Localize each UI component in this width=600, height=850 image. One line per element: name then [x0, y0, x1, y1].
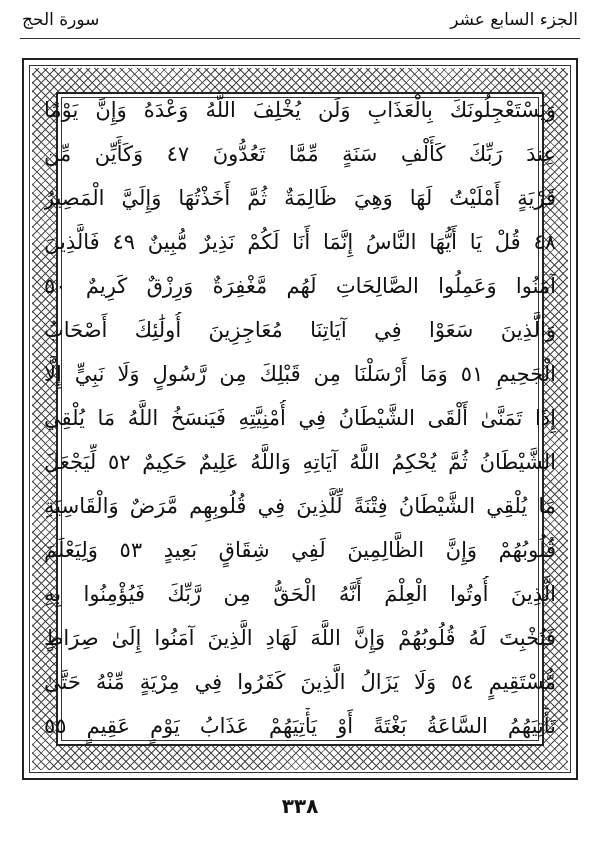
text-line: مُّسْتَقِيمٍ ٥٤ وَلَا يَزَالُ الَّذِينَ كَفَرُوا فِي مِرْيَةٍ مِّنْهُ حَتَّىٰ: [44, 670, 556, 694]
text-line: تَأْتِيَهُمُ السَّاعَةُ بَغْتَةً أَوْ يَأْتِيَهُمْ عَذَابُ يَوْمٍ عَقِيمٍ ٥٥: [44, 714, 556, 738]
text-line: وَيَسْتَعْجِلُونَكَ بِالْعَذَابِ وَلَن يُخْلِفَ اللَّهُ وَعْدَهُ وَإِنَّ يَوْمًا: [44, 98, 556, 122]
header-divider: [20, 38, 580, 39]
text-line: الْجَحِيمِ ٥١ وَمَا أَرْسَلْنَا مِن قَبْلِكَ مِن رَّسُولٍ وَلَا نَبِيٍّ إِلَّا: [44, 362, 556, 386]
text-line: قُلُوبُهُمْ وَإِنَّ الظَّالِمِينَ لَفِي شِقَاقٍ بَعِيدٍ ٥٣ وَلِيَعْلَمَ: [44, 538, 556, 562]
text-line: الشَّيْطَانُ ثُمَّ يُحْكِمُ اللَّهُ آيَاتِهِ وَاللَّهُ عَلِيمٌ حَكِيمٌ ٥٢ لِّيَجْعَلَ: [44, 450, 556, 474]
text-line: عِندَ رَبِّكَ كَأَلْفِ سَنَةٍ مِّمَّا تَعُدُّونَ ٤٧ وَكَأَيِّن مِّن: [44, 142, 556, 166]
juz-title: الجزء السابع عشر: [450, 10, 578, 30]
quran-text-body: [44, 92, 556, 752]
text-line: ٤٨ قُلْ يَا أَيُّهَا النَّاسُ إِنَّمَا أَنَا لَكُمْ نَذِيرٌ مُّبِينٌ ٤٩ فَالَّذِينَ: [44, 230, 556, 254]
text-line: وَالَّذِينَ سَعَوْا فِي آيَاتِنَا مُعَاجِزِينَ أُولَٰئِكَ أَصْحَابُ: [44, 318, 556, 342]
surah-title: سورة الحج: [22, 10, 100, 30]
text-line: مَا يُلْقِي الشَّيْطَانُ فِتْنَةً لِّلَّذِينَ فِي قُلُوبِهِم مَّرَضٌ وَالْقَاسِيَةِ: [44, 494, 556, 518]
text-line: إِذَا تَمَنَّىٰ أَلْقَى الشَّيْطَانُ فِي أُمْنِيَّتِهِ فَيَنسَخُ اللَّهُ مَا يُلْقِي: [44, 406, 556, 430]
text-line: قَرْيَةٍ أَمْلَيْتُ لَهَا وَهِيَ ظَالِمَةٌ ثُمَّ أَخَذْتُهَا وَإِلَيَّ الْمَصِيرُ: [44, 186, 556, 210]
text-line: فَتُخْبِتَ لَهُ قُلُوبُهُمْ وَإِنَّ اللَّهَ لَهَادِ الَّذِينَ آمَنُوا إِلَىٰ صِرَاطٍ: [44, 626, 556, 650]
text-line: آمَنُوا وَعَمِلُوا الصَّالِحَاتِ لَهُم مَّغْفِرَةٌ وَرِزْقٌ كَرِيمٌ ٥٠: [44, 274, 556, 298]
page-number: ٣٣٨: [281, 794, 319, 818]
text-line: الَّذِينَ أُوتُوا الْعِلْمَ أَنَّهُ الْحَقُّ مِن رَّبِّكَ فَيُؤْمِنُوا بِهِ: [44, 582, 556, 606]
